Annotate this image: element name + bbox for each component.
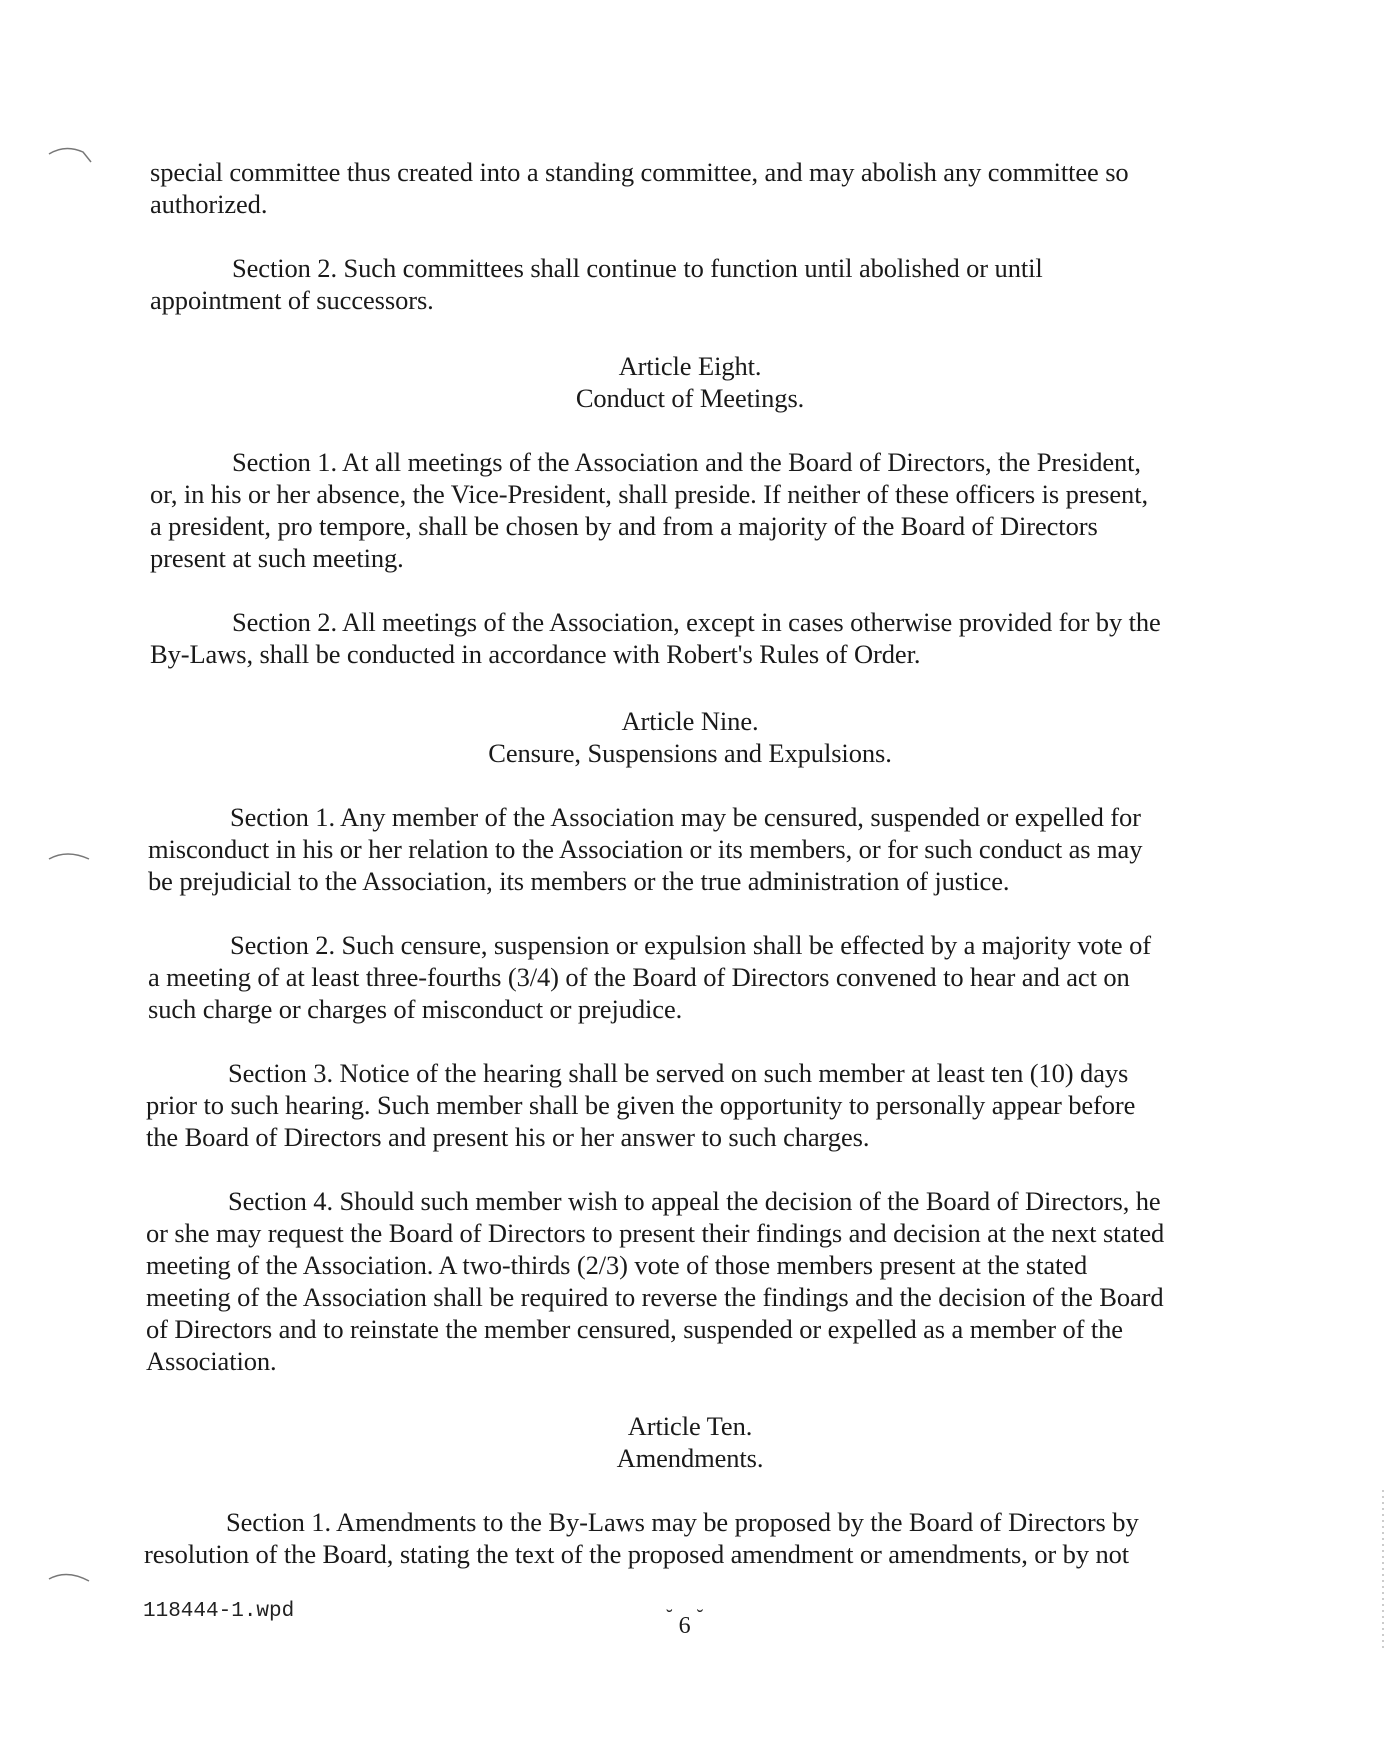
- article-title: Article Eight.: [618, 351, 762, 381]
- section-line: Section 2. All meetings of the Association, except in cases otherwise provided for by the: [232, 607, 1161, 637]
- scan-mark: [45, 1565, 95, 1595]
- article-title: Article Ten.: [627, 1411, 753, 1441]
- section-line: a president, pro tempore, shall be chosen by and from a majority of the Board of Directors: [150, 511, 1098, 541]
- section-line: appointment of successors.: [150, 285, 434, 315]
- section-line: or, in his or her absence, the Vice-President, shall preside. If neither of these officers is present,: [150, 479, 1148, 509]
- section-line: meeting of the Association. A two-thirds (2/3) vote of those members present at the stated: [146, 1250, 1088, 1280]
- section-line: By-Laws, shall be conducted in accordance with Robert's Rules of Order.: [150, 639, 921, 669]
- article-title: Article Nine.: [621, 706, 759, 736]
- paragraph-line: authorized.: [150, 189, 268, 219]
- page-number-value: 6: [678, 1613, 691, 1639]
- article-subtitle: Amendments.: [616, 1443, 764, 1473]
- footer-file-id: 118444-1.wpd: [143, 1600, 295, 1623]
- tick-mark: ˘: [696, 1606, 704, 1628]
- section-line: resolution of the Board, stating the text of the proposed amendment or amendments, or by not: [144, 1539, 1130, 1569]
- section-line: Section 2. Such censure, suspension or expulsion shall be effected by a majority vote of: [230, 930, 1151, 960]
- section-line: Section 2. Such committees shall continue to function until abolished or until: [232, 253, 1043, 283]
- paragraph-line: special committee thus created into a standing committee, and may abolish any committee so: [150, 157, 1129, 187]
- tick-mark: ˘: [666, 1606, 673, 1628]
- article-subtitle: Censure, Suspensions and Expulsions.: [488, 738, 892, 768]
- scan-mark: [45, 140, 95, 170]
- section-line: Section 1. Any member of the Association may be censured, suspended or expelled for: [230, 802, 1141, 832]
- section-line: Section 3. Notice of the hearing shall be served on such member at least ten (10) days: [228, 1058, 1129, 1088]
- page-number: [660, 1606, 709, 1640]
- section-line: prior to such hearing. Such member shall be given the opportunity to personally appear before: [146, 1090, 1136, 1120]
- section-line: or she may request the Board of Directors to present their findings and decision at the next stated: [146, 1218, 1165, 1248]
- section-line: Section 1. At all meetings of the Association and the Board of Directors, the President,: [232, 447, 1141, 477]
- section-line: misconduct in his or her relation to the Association or its members, or for such conduct as may: [148, 834, 1143, 864]
- section-line: such charge or charges of misconduct or prejudice.: [148, 994, 683, 1024]
- section-line: present at such meeting.: [150, 543, 404, 573]
- section-line: Section 4. Should such member wish to appeal the decision of the Board of Directors, he: [228, 1186, 1161, 1216]
- scan-mark: [45, 845, 95, 875]
- section-line: the Board of Directors and present his or her answer to such charges.: [146, 1122, 870, 1152]
- scan-edge: [1380, 1490, 1386, 1650]
- article-subtitle: Conduct of Meetings.: [575, 383, 805, 413]
- section-line: Association.: [146, 1346, 277, 1376]
- section-line: Section 1. Amendments to the By-Laws may be proposed by the Board of Directors by: [226, 1507, 1139, 1537]
- section-line: meeting of the Association shall be required to reverse the findings and the decision of the Board: [146, 1282, 1164, 1312]
- section-line: of Directors and to reinstate the member censured, suspended or expelled as a member of the: [146, 1314, 1123, 1344]
- section-line: a meeting of at least three-fourths (3/4) of the Board of Directors convened to hear and act on: [148, 962, 1130, 992]
- section-line: be prejudicial to the Association, its members or the true administration of justice.: [148, 866, 1010, 896]
